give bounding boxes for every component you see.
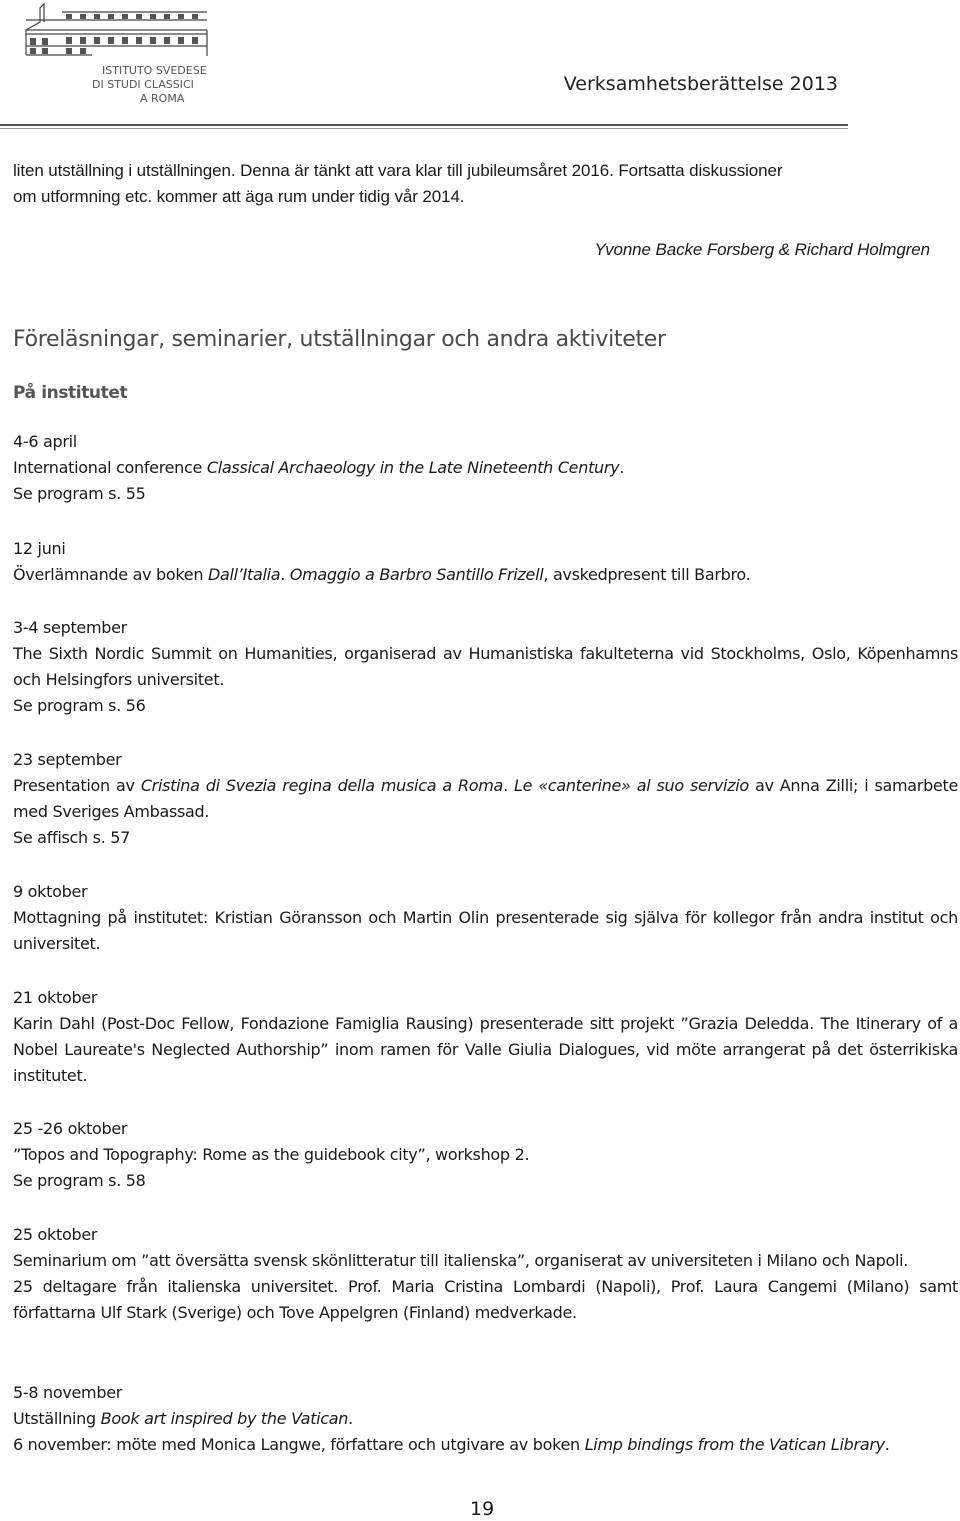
event-title-italic: Classical Archaeology in the Late Nineteenth Century — [206, 458, 620, 477]
event-date: 4-6 april — [13, 432, 77, 451]
logo-line-1: ISTITUTO SVEDESE — [102, 64, 207, 77]
event-text: . — [348, 1409, 353, 1428]
intro-line-2: om utformning etc. kommer att äga rum under tidig vår 2014. — [13, 187, 465, 206]
event-description: Mottagning på institutet: Kristian Göransson och Martin Olin presenterade sig själva för kollegor från andra institut och universitet. — [13, 908, 958, 953]
event-reference: Se program s. 55 — [13, 484, 146, 503]
sub-heading: På institutet — [13, 383, 128, 403]
event-title-italic: Le «canterine» al suo servizio — [513, 776, 749, 795]
event-description — [13, 562, 958, 588]
logo-line-3: A ROMA — [140, 92, 185, 105]
event-date: 23 september — [13, 750, 122, 769]
event-title-italic: Omaggio a Barbro Santillo Frizell — [289, 565, 544, 584]
page-number: 19 — [470, 1498, 495, 1520]
authors-signature: Yvonne Backe Forsberg & Richard Holmgren — [594, 240, 930, 259]
intro-line-1: liten utställning i utställningen. Denna är tänkt att vara klar till jubileumsåret 2016. Fortsatta diskussioner — [13, 161, 783, 180]
event-4-6-april — [13, 429, 958, 507]
institute-logo — [22, 0, 212, 108]
event-title-italic: Dall’Italia — [207, 565, 281, 584]
event-text: 6 november: möte med Monica Langwe, författare och utgivare av boken — [13, 1435, 585, 1454]
event-description: Karin Dahl (Post-Doc Fellow, Fondazione Famiglia Rausing) presenterade sitt projekt ”Grazia Deledda. The Itinerary of a Nobel Laureate's Neglected Authorship” inom ramen för Valle Giulia Dialogues, vid möte arrangerat på det österrikiska institutet. — [13, 1014, 958, 1085]
header-title: Verksamhetsberättelse 2013 — [563, 73, 838, 95]
event-date: 9 oktober — [13, 882, 88, 901]
event-reference: Se program s. 58 — [13, 1171, 146, 1190]
event-text: . — [503, 776, 514, 795]
event-25-26-oktober — [13, 1116, 958, 1194]
event-description-2: 25 deltagare från italienska universitet. Prof. Maria Cristina Lombardi (Napoli), Prof. Laura Cangemi (Milano) samt författarna Ulf Stark (Sverige) och Tove Appelgren (Finland) medverkade. — [13, 1277, 958, 1322]
event-text: International conference — [13, 458, 207, 477]
logo-line-2: DI STUDI CLASSICI — [92, 78, 194, 91]
event-title-italic: Limp bindings from the Vatican Library — [584, 1435, 885, 1454]
event-9-oktober — [13, 879, 958, 957]
event-text: Överlämnande av boken — [13, 565, 208, 584]
event-3-4-september — [13, 615, 958, 719]
event-reference: Se program s. 56 — [13, 696, 146, 715]
event-date: 25 oktober — [13, 1225, 98, 1244]
event-description: Seminarium om ”att översätta svensk skönlitteratur till italienska”, organiserat av universiteten i Milano och Napoli. — [13, 1251, 909, 1270]
event-5-8-november — [13, 1380, 958, 1458]
event-title-italic: Book art inspired by the Vatican — [100, 1409, 349, 1428]
event-description: The Sixth Nordic Summit on Humanities, organiserad av Humanistiska fakulteterna vid Stockholms, Oslo, Köpenhamns och Helsingfors universitet. — [13, 644, 958, 689]
event-text: . — [280, 565, 290, 584]
header-divider-thin — [0, 128, 848, 129]
event-text: Utställning — [13, 1409, 101, 1428]
event-25-oktober — [13, 1222, 958, 1326]
event-21-oktober — [13, 985, 958, 1089]
event-date: 25 -26 oktober — [13, 1119, 128, 1138]
event-12-juni — [13, 536, 958, 588]
event-23-september — [13, 747, 958, 851]
event-date: 12 juni — [13, 539, 66, 558]
event-date: 3-4 september — [13, 618, 127, 637]
event-title-italic: Cristina di Svezia regina della musica a Roma — [140, 776, 504, 795]
event-description — [13, 455, 958, 481]
event-description — [13, 773, 958, 825]
event-description — [13, 1406, 958, 1432]
event-date: 21 oktober — [13, 988, 98, 1007]
event-text: , avskedpresent till Barbro. — [543, 565, 751, 584]
event-text: . — [619, 458, 625, 477]
event-reference: Se affisch s. 57 — [13, 828, 131, 847]
event-text: av Anna Zilli; i samarbete med Sveriges Ambassad. — [13, 776, 958, 821]
event-description-2 — [13, 1432, 958, 1458]
event-text: Presentation av — [13, 776, 141, 795]
event-text: . — [884, 1435, 890, 1454]
intro-paragraph — [13, 158, 958, 210]
event-date: 5-8 november — [13, 1383, 123, 1402]
event-description: ”Topos and Topography: Rome as the guidebook city”, workshop 2. — [13, 1145, 530, 1164]
section-heading: Föreläsningar, seminarier, utställningar och andra aktiviteter — [13, 327, 666, 352]
header-divider — [0, 124, 848, 126]
